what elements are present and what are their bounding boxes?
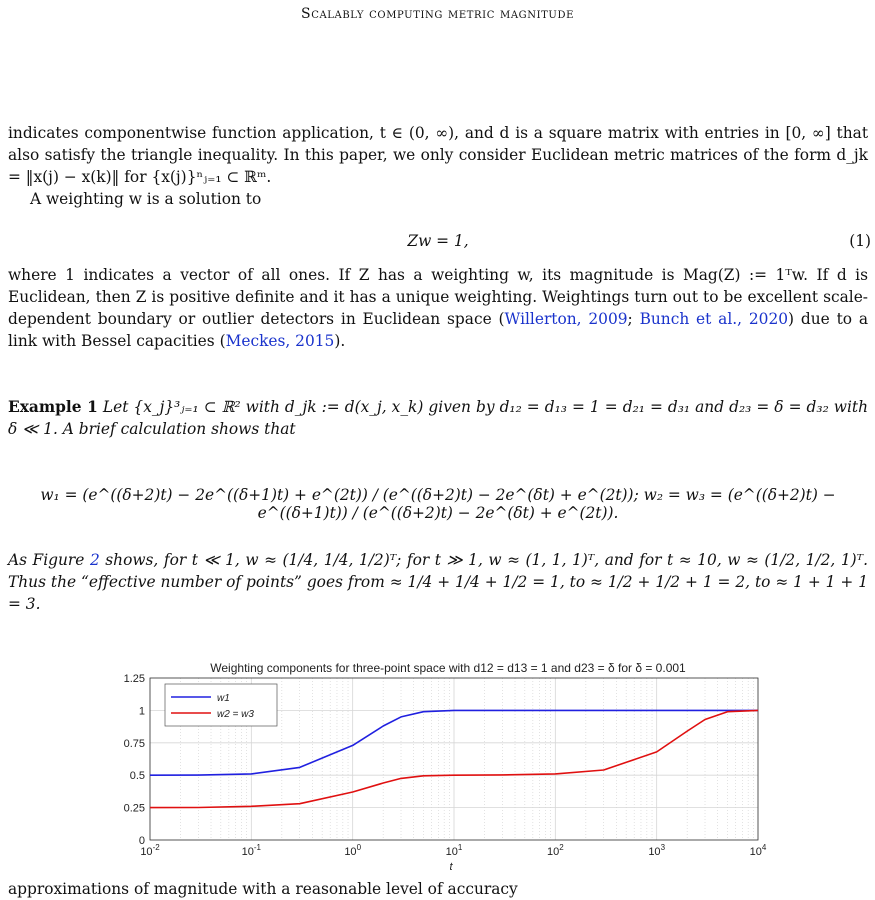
x-tick-label: $10^{-1}$ bbox=[241, 843, 262, 858]
figure-2-ref-link[interactable]: 2 bbox=[89, 551, 100, 569]
running-title: Scalably computing metric magnitude bbox=[301, 6, 574, 22]
chart-title: Weighting components for three-point space with d12 = d13 = 1 and d23 = δ for δ = 0.001 bbox=[210, 661, 686, 675]
y-tick-label: 0 bbox=[138, 835, 145, 847]
y-tick-label: 0.75 bbox=[123, 737, 145, 750]
x-tick-label: $10^0$ bbox=[344, 843, 362, 858]
paragraph-1: indicates componentwise function application, t ∈ (0, ∞), and d is a square matrix with entries in [0, ∞] that also satisfy the triangle inequality. In this paper, we only consider Euclidean metric matrices of the form d_jk = ‖x(j) − x(k)‖ for {x(j)}ⁿⱼ₌₁ ⊂ ℝᵐ. bbox=[8, 124, 868, 186]
paragraph-figure-discussion bbox=[8, 549, 868, 615]
trailing-text: approximations of magnitude with a reasonable level of accuracy bbox=[8, 880, 518, 898]
equation-1-number: (1) bbox=[849, 232, 871, 250]
y-tick-label: 0.5 bbox=[129, 770, 145, 783]
weighting-chart-svg bbox=[100, 660, 775, 875]
example-title: Example 1 bbox=[8, 398, 98, 416]
x-tick-label: $10^{-2}$ bbox=[140, 843, 160, 858]
example-1 bbox=[8, 396, 868, 440]
legend-label-2: w2 = w3 bbox=[217, 709, 254, 720]
citation-separator: ; bbox=[627, 310, 640, 328]
citation-willerton[interactable]: Willerton, 2009 bbox=[504, 310, 628, 328]
paragraph-magnitude-text-c: ). bbox=[334, 332, 346, 350]
x-tick-label: $10^3$ bbox=[648, 843, 666, 858]
y-tick-label: 0.25 bbox=[123, 802, 145, 815]
equation-weights: w₁ = (e^((δ+2)t) − 2e^((δ+1)t) + e^(2t)) / (e^((δ+2)t) − 2e^(δt) + e^(2t)); w₂ = w₃ = (e^((δ+2)t) − e^((δ+1)t)) / (e^((δ+2)t) − 2e^(δt) + e^(2t)). bbox=[40, 486, 836, 522]
y-tick-label: 1.25 bbox=[123, 673, 145, 685]
y-tick-label: 1 bbox=[138, 705, 145, 718]
example-body: Let {x_j}³ⱼ₌₁ ⊂ ℝ² with d_jk := d(x_j, x_k) given by d₁₂ = d₁₃ = 1 = d₂₁ = d₃₁ and d₂₃ = δ = d₃₂ with δ ≪ 1. A brief calculation shows that bbox=[8, 398, 868, 438]
plot-area bbox=[124, 673, 767, 858]
figure-discussion-text-b: shows, for t ≪ 1, w ≈ (1/4, 1/4, 1/2)ᵀ; for t ≫ 1, w ≈ (1, 1, 1)ᵀ, and for t ≈ 10, w ≈ (1/2, 1/2, 1)ᵀ. Thus the “effective number of points” goes from ≈ 1/4 + 1/4 + 1/2 = 1, to ≈ 1/2 + 1/2 + 1 = 2, to ≈ 1 + 1 + 1 = 3. bbox=[8, 551, 868, 613]
citation-meckes[interactable]: Meckes, 2015 bbox=[225, 332, 335, 350]
citation-bunch[interactable]: Bunch et al., 2020 bbox=[639, 310, 789, 328]
equation-1: Zw = 1, bbox=[407, 232, 469, 250]
weighting-chart bbox=[100, 660, 775, 875]
x-tick-label: $10^1$ bbox=[445, 843, 463, 858]
figure-discussion-text-a: As Figure bbox=[8, 551, 90, 569]
paragraph-weighting: A weighting w is a solution to bbox=[30, 190, 262, 208]
x-tick-label: $10^4$ bbox=[749, 843, 767, 858]
x-axis-label: t bbox=[449, 861, 453, 873]
x-tick-label: $10^2$ bbox=[546, 843, 564, 858]
paragraph-magnitude-text-b: ) due to a link with Bessel capacities ( bbox=[8, 310, 869, 350]
legend-label-1: w1 bbox=[217, 693, 230, 704]
paragraph-magnitude bbox=[8, 264, 868, 352]
paragraph-magnitude-text-a: where 1 indicates a vector of all ones. If Z has a weighting w, its magnitude is Mag(Z) := 1ᵀw. If d is Euclidean, then Z is positive definite and it has a unique weighting. Weightings turn out to be excellent scale-dependent boundary or outlier detectors in Euclidean space ( bbox=[8, 266, 868, 328]
